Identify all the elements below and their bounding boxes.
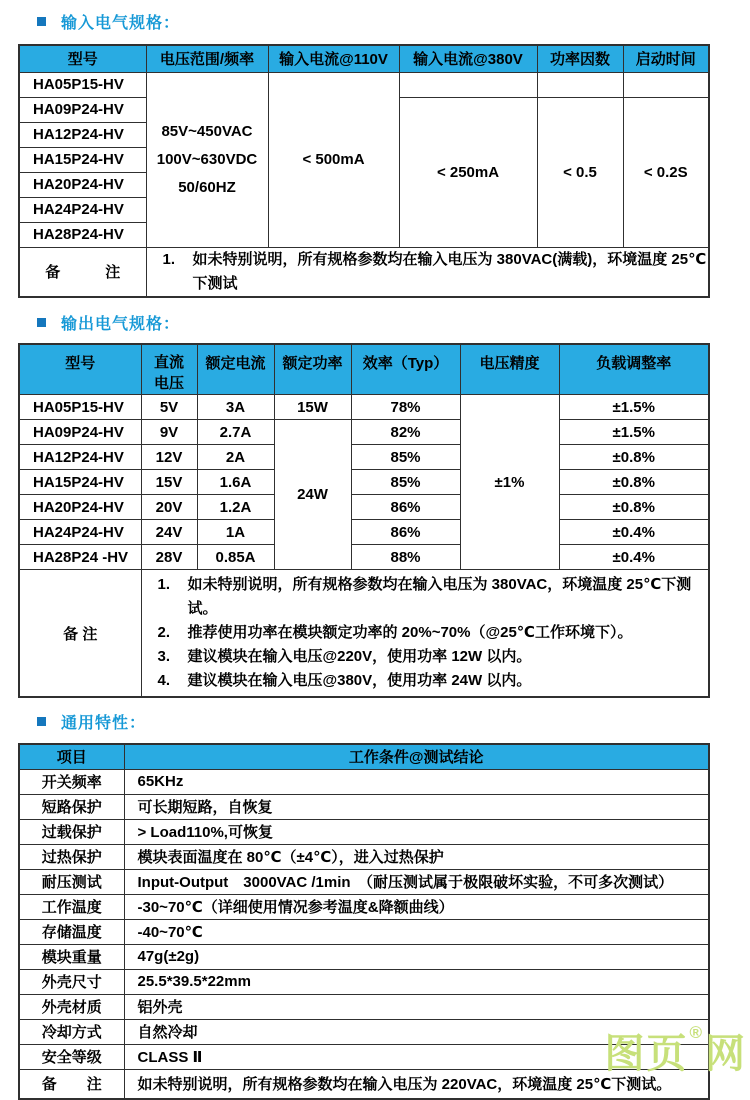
load-regulation-cell: ±0.4% (559, 520, 709, 545)
table-row (19, 769, 709, 794)
input-spec-table (18, 44, 710, 298)
col-header-voltage-range: 电压范围/频率 (146, 45, 268, 72)
rated-current-cell: 2A (197, 445, 274, 470)
voltage-range-line: 85V~450VAC (161, 122, 253, 140)
note-line (161, 248, 709, 296)
col-header-current-110v: 输入电流@110V (268, 45, 399, 72)
table-row (19, 520, 709, 545)
efficiency-cell: 85% (351, 445, 460, 470)
col-header-rated-power: 额定功率 (274, 344, 351, 395)
note-number: 1. (157, 576, 171, 593)
rated-power-cell: 15W (274, 395, 351, 420)
load-regulation-cell: ±1.5% (559, 420, 709, 445)
value-cell: -40~70℃ (124, 919, 709, 944)
table-row (19, 944, 709, 969)
col-header-efficiency: 效率（Typ） (351, 344, 460, 395)
table-row (19, 969, 709, 994)
section-title-output (37, 314, 750, 332)
note-text-cell (141, 570, 709, 698)
general-header-row (19, 744, 709, 769)
model-cell: HA24P24-HV (19, 520, 141, 545)
dc-voltage-cell: 5V (141, 395, 197, 420)
item-cell: 存储温度 (19, 919, 124, 944)
voltage-range-line: 100V~630VDC (156, 150, 258, 168)
empty-cell (399, 72, 537, 97)
note-number: 2. (157, 624, 171, 641)
table-row (19, 420, 709, 445)
note-text: 建议模块在输入电压@220V，使用功率 12W 以内。 (187, 648, 532, 665)
voltage-range-cell (146, 72, 268, 247)
value-cell: 47g(±2g) (124, 944, 709, 969)
value-cell: Input-Output 3000VAC /1min （耐压测试属于极限破坏实验，不可多次测试） (124, 869, 709, 894)
model-cell: HA28P24-HV (19, 222, 146, 247)
value-cell: 可长期短路，自恢复 (124, 794, 709, 819)
note-row (19, 247, 709, 297)
col-header-condition: 工作条件@测试结论 (124, 744, 709, 769)
input-header-row (19, 45, 709, 72)
square-bullet-icon (37, 318, 46, 327)
rated-current-cell: 0.85A (197, 545, 274, 570)
table-row (19, 919, 709, 944)
col-header-startup-time: 启动时间 (623, 45, 709, 72)
current-380v-cell: < 250mA (399, 97, 537, 247)
rated-power-cell: 24W (274, 420, 351, 570)
rated-current-cell: 1.6A (197, 470, 274, 495)
output-header-row (19, 344, 709, 395)
efficiency-cell: 78% (351, 395, 460, 420)
table-row (19, 844, 709, 869)
item-cell: 外壳材质 (19, 994, 124, 1019)
load-regulation-cell: ±0.4% (559, 545, 709, 570)
note-row (19, 570, 709, 698)
spec-sheet-page (0, 12, 750, 1094)
table-row (19, 869, 709, 894)
dc-voltage-line2: 电压 (153, 374, 184, 392)
table-row (19, 72, 709, 97)
section-title-output-text: 输出电气规格： (61, 316, 181, 333)
col-header-voltage-accuracy: 电压精度 (460, 344, 559, 395)
note-text: 建议模块在输入电压@380V，使用功率 24W 以内。 (187, 672, 532, 689)
section-input-specs (0, 12, 750, 298)
model-cell: HA15P24-HV (19, 147, 146, 172)
efficiency-cell: 86% (351, 520, 460, 545)
model-cell: HA05P15-HV (19, 72, 146, 97)
value-cell: 65KHz (124, 769, 709, 794)
table-row (19, 445, 709, 470)
rated-current-cell: 3A (197, 395, 274, 420)
note-text: 推荐使用功率在模块额定功率的 20%~70%（@25℃工作环境下）。 (187, 624, 633, 641)
watermark-text-left: 图页 (604, 1032, 689, 1076)
model-cell: HA05P15-HV (19, 395, 141, 420)
section-output-specs (0, 314, 750, 699)
section-title-input-text: 输入电气规格： (61, 14, 181, 32)
load-regulation-cell: ±0.8% (559, 445, 709, 470)
col-header-current-380v: 输入电流@380V (399, 45, 537, 72)
watermark-logo (604, 1023, 747, 1076)
note-text-cell: 如未特别说明，所有规格参数均在输入电压为 220VAC，环境温度 25℃下测试。 (124, 1069, 709, 1099)
table-row (19, 495, 709, 520)
table-row (19, 819, 709, 844)
note-number: 1. (162, 250, 176, 268)
model-cell: HA20P24-HV (19, 172, 146, 197)
square-bullet-icon (37, 717, 46, 726)
note-line (156, 669, 709, 693)
rated-current-cell: 2.7A (197, 420, 274, 445)
output-spec-table (18, 343, 710, 699)
model-cell: HA28P24 -HV (19, 545, 141, 570)
watermark-text-right: 网 (705, 1032, 747, 1076)
value-cell: 25.5*39.5*22mm (124, 969, 709, 994)
efficiency-cell: 85% (351, 470, 460, 495)
model-cell: HA09P24-HV (19, 97, 146, 122)
table-row (19, 470, 709, 495)
dc-voltage-cell: 28V (141, 545, 197, 570)
table-row (19, 395, 709, 420)
table-row (19, 894, 709, 919)
model-cell: HA24P24-HV (19, 197, 146, 222)
item-cell: 安全等级 (19, 1044, 124, 1069)
col-header-power-factor: 功率因数 (537, 45, 623, 72)
square-bullet-icon (37, 17, 46, 26)
dc-voltage-cell: 12V (141, 445, 197, 470)
col-header-rated-current: 额定电流 (197, 344, 274, 395)
col-header-load-regulation: 负载调整率 (559, 344, 709, 395)
col-header-dc-voltage (141, 344, 197, 395)
model-cell: HA12P24-HV (19, 445, 141, 470)
item-cell: 耐压测试 (19, 869, 124, 894)
note-label-cell: 备 注 (19, 247, 146, 297)
empty-cell (537, 72, 623, 97)
model-cell: HA12P24-HV (19, 122, 146, 147)
rated-current-cell: 1A (197, 520, 274, 545)
model-cell: HA09P24-HV (19, 420, 141, 445)
voltage-range-line: 50/60HZ (178, 178, 236, 196)
table-row (19, 794, 709, 819)
load-regulation-cell: ±1.5% (559, 395, 709, 420)
value-cell: -30~70℃（详细使用情况参考温度&降额曲线） (124, 894, 709, 919)
item-cell: 过载保护 (19, 819, 124, 844)
item-cell: 短路保护 (19, 794, 124, 819)
col-header-model: 型号 (19, 45, 146, 72)
table-row (19, 994, 709, 1019)
value-cell: 铝外壳 (124, 994, 709, 1019)
efficiency-cell: 82% (351, 420, 460, 445)
dc-voltage-cell: 24V (141, 520, 197, 545)
section-title-input (37, 12, 750, 30)
power-factor-cell: < 0.5 (537, 97, 623, 247)
item-cell: 工作温度 (19, 894, 124, 919)
efficiency-cell: 88% (351, 545, 460, 570)
item-cell: 开关频率 (19, 769, 124, 794)
startup-time-cell: < 0.2S (623, 97, 709, 247)
col-header-item: 项目 (19, 744, 124, 769)
rated-current-cell: 1.2A (197, 495, 274, 520)
note-number: 3. (157, 648, 171, 665)
col-header-model: 型号 (19, 344, 141, 395)
note-line (156, 621, 709, 645)
value-cell: 模块表面温度在 80℃（±4℃），进入过热保护 (124, 844, 709, 869)
model-cell: HA20P24-HV (19, 495, 141, 520)
note-text-cell (146, 247, 709, 297)
section-title-general (37, 712, 750, 730)
registered-trademark-icon: ® (689, 1023, 704, 1042)
note-text: 如未特别说明，所有规格参数均在输入电压为 380VAC(满载)，环境温度 25℃下测试 (192, 250, 707, 292)
value-cell: 自然冷却 (124, 1019, 709, 1044)
dc-voltage-cell: 15V (141, 470, 197, 495)
value-cell: CLASS Ⅱ (124, 1044, 709, 1069)
table-row (19, 545, 709, 570)
dc-voltage-line1: 直流 (153, 353, 184, 371)
dc-voltage-cell: 20V (141, 495, 197, 520)
note-line (156, 645, 709, 669)
voltage-accuracy-cell: ±1% (460, 395, 559, 570)
load-regulation-cell: ±0.8% (559, 495, 709, 520)
note-number: 4. (157, 672, 171, 689)
note-line (156, 573, 709, 621)
note-label-cell: 备 注 (19, 1069, 124, 1099)
note-label-cell: 备 注 (19, 570, 141, 698)
dc-voltage-cell: 9V (141, 420, 197, 445)
current-110v-cell: < 500mA (268, 72, 399, 247)
note-text: 如未特别说明，所有规格参数均在输入电压为 380VAC，环境温度 25℃下测试。 (187, 576, 692, 617)
value-cell: > Load110%,可恢复 (124, 819, 709, 844)
item-cell: 冷却方式 (19, 1019, 124, 1044)
load-regulation-cell: ±0.8% (559, 470, 709, 495)
item-cell: 模块重量 (19, 944, 124, 969)
empty-cell (623, 72, 709, 97)
section-title-general-text: 通用特性： (61, 714, 147, 732)
model-cell: HA15P24-HV (19, 470, 141, 495)
item-cell: 外壳尺寸 (19, 969, 124, 994)
efficiency-cell: 86% (351, 495, 460, 520)
item-cell: 过热保护 (19, 844, 124, 869)
